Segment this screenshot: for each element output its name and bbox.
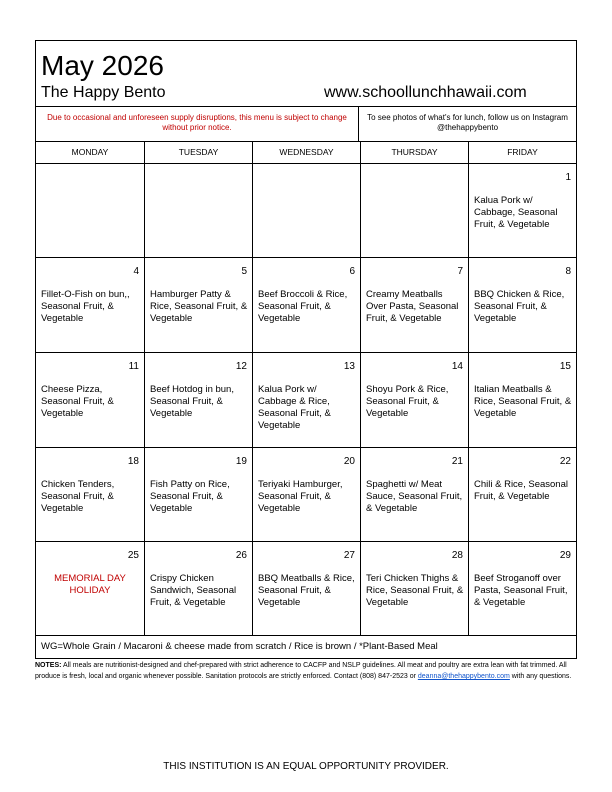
weekday-wednesday: WEDNESDAY — [253, 142, 361, 163]
calendar-day-cell — [361, 258, 469, 353]
legend-text: WG=Whole Grain / Macaroni & cheese made from scratch / Rice is brown / *Plant-Based Meal — [41, 641, 438, 652]
menu-header — [36, 41, 576, 106]
day-number: 29 — [559, 550, 571, 561]
day-number: 13 — [343, 361, 355, 372]
day-number: 12 — [235, 361, 247, 372]
menu-sheet — [35, 40, 577, 659]
calendar-day-cell — [36, 164, 145, 258]
calendar-day-cell — [36, 448, 145, 542]
weekday-friday: FRIDAY — [507, 147, 538, 157]
meal-description: Fish Patty on Rice, Seasonal Fruit, & Vegetable — [150, 479, 230, 514]
calendar-day-cell — [469, 164, 576, 258]
day-number: 27 — [343, 550, 355, 561]
calendar-day-cell — [145, 164, 253, 258]
meal-description: Spaghetti w/ Meat Sauce, Seasonal Fruit, & Vegetable — [366, 479, 463, 514]
meal-description: BBQ Meatballs & Rice, Seasonal Fruit, & Vegetable — [258, 573, 355, 608]
day-number: 6 — [349, 266, 355, 277]
calendar-day-cell — [469, 542, 576, 636]
weekday-thursday: THURSDAY — [361, 142, 469, 163]
meal-description: Hamburger Patty & Rice, Seasonal Fruit, & Vegetable — [150, 289, 248, 324]
calendar-day-cell — [253, 448, 361, 542]
calendar-day-cell — [145, 542, 253, 636]
day-number: 14 — [451, 361, 463, 372]
meal-description: Kalua Pork w/ Cabbage & Rice, Seasonal Fruit, & Vegetable — [258, 384, 331, 431]
calendar-day-cell — [145, 448, 253, 542]
day-number: 8 — [565, 266, 571, 277]
calendar-day-cell — [469, 258, 576, 353]
calendar-day-cell — [469, 353, 576, 448]
calendar-day-cell — [36, 542, 145, 636]
footnotes — [35, 660, 580, 682]
notice-row — [36, 106, 576, 142]
calendar-day-cell — [361, 353, 469, 448]
calendar-day-cell — [469, 448, 576, 542]
company-name: The Happy Bento — [41, 84, 166, 101]
notes-text: All meals are nutritionist-designed and chef-prepared with strict adherence to CACFP and NSLP guidelines. All meat and poultry are extra lean with fat trimmed. All produce is fresh, local and organic whenever possible. Sanitation protocols are strictly enforced. Contact (808) 847-2523 or — [35, 662, 567, 680]
meal-description: Fillet-O-Fish on bun,, Seasonal Fruit, & Vegetable — [41, 289, 130, 324]
day-number: 20 — [343, 456, 355, 467]
meal-description: Teriyaki Hamburger, Seasonal Fruit, & Vegetable — [258, 479, 343, 514]
day-number: 4 — [133, 266, 139, 277]
calendar-day-cell — [361, 164, 469, 258]
meal-description: Beef Stroganoff over Pasta, Seasonal Fruit, & Vegetable — [474, 573, 568, 608]
day-number: 1 — [565, 172, 571, 183]
meal-description: Creamy Meatballs Over Pasta, Seasonal Fruit, & Vegetable — [366, 289, 459, 324]
calendar-day-cell — [145, 258, 253, 353]
calendar-day-cell — [145, 353, 253, 448]
holiday-label: MEMORIAL DAY HOLIDAY — [54, 573, 126, 596]
meal-description: Teri Chicken Thighs & Rice, Seasonal Fruit, & Vegetable — [366, 573, 464, 608]
notes-label: NOTES: — [35, 662, 62, 669]
calendar-day-cell — [36, 353, 145, 448]
day-number: 25 — [127, 550, 139, 561]
calendar-day-cell — [361, 542, 469, 636]
website-link[interactable]: www.schoollunchhawaii.com — [324, 84, 527, 101]
day-number: 11 — [128, 361, 139, 372]
calendar-day-cell — [253, 353, 361, 448]
weekday-monday: MONDAY — [36, 142, 145, 163]
notes-suffix: with any questions. — [509, 673, 572, 680]
day-number: 22 — [559, 456, 571, 467]
meal-description: Chili & Rice, Seasonal Fruit, & Vegetable — [474, 479, 568, 502]
disclaimer-text: Due to occasional and unforeseen supply disruptions, this menu is subject to change without prior notice. — [36, 107, 359, 141]
meal-description: Cheese Pizza, Seasonal Fruit, & Vegetable — [41, 384, 114, 419]
meal-description: Crispy Chicken Sandwich, Seasonal Fruit, & Vegetable — [150, 573, 237, 608]
meal-description: Beef Hotdog in bun, Seasonal Fruit, & Vegetable — [150, 384, 234, 419]
weekday-header-row — [36, 142, 576, 164]
calendar-day-cell — [361, 448, 469, 542]
instagram-text: To see photos of what's for lunch, follow us on Instagram @thehappybento — [367, 113, 568, 132]
meal-description: Italian Meatballs & Rice, Seasonal Fruit, & Vegetable — [474, 384, 572, 419]
meal-description: Chicken Tenders, Seasonal Fruit, & Vegetable — [41, 479, 115, 514]
calendar-day-cell — [36, 258, 145, 353]
meal-description: Shoyu Pork & Rice, Seasonal Fruit, & Vegetable — [366, 384, 449, 419]
day-number: 28 — [451, 550, 463, 561]
day-number: 5 — [241, 266, 247, 277]
equal-opportunity-statement: THIS INSTITUTION IS AN EQUAL OPPORTUNITY PROVIDER. — [163, 761, 449, 772]
day-number: 15 — [559, 361, 571, 372]
day-number: 7 — [457, 266, 463, 277]
contact-email-link[interactable]: deanna@thehappybento.com — [417, 673, 510, 680]
calendar-day-cell — [253, 258, 361, 353]
day-number: 26 — [235, 550, 247, 561]
calendar-day-cell — [253, 164, 361, 258]
meal-description: Beef Broccoli & Rice, Seasonal Fruit, & Vegetable — [258, 289, 348, 324]
calendar-grid — [36, 164, 576, 636]
day-number: 21 — [451, 456, 463, 467]
page-title: May 2026 — [41, 50, 164, 81]
day-number: 18 — [127, 456, 139, 467]
meal-description: BBQ Chicken & Rice, Seasonal Fruit, & Vegetable — [474, 289, 565, 324]
day-number: 19 — [235, 456, 247, 467]
weekday-tuesday: TUESDAY — [145, 142, 253, 163]
calendar-day-cell — [253, 542, 361, 636]
meal-description: Kalua Pork w/ Cabbage, Seasonal Fruit, & Vegetable — [474, 195, 558, 230]
